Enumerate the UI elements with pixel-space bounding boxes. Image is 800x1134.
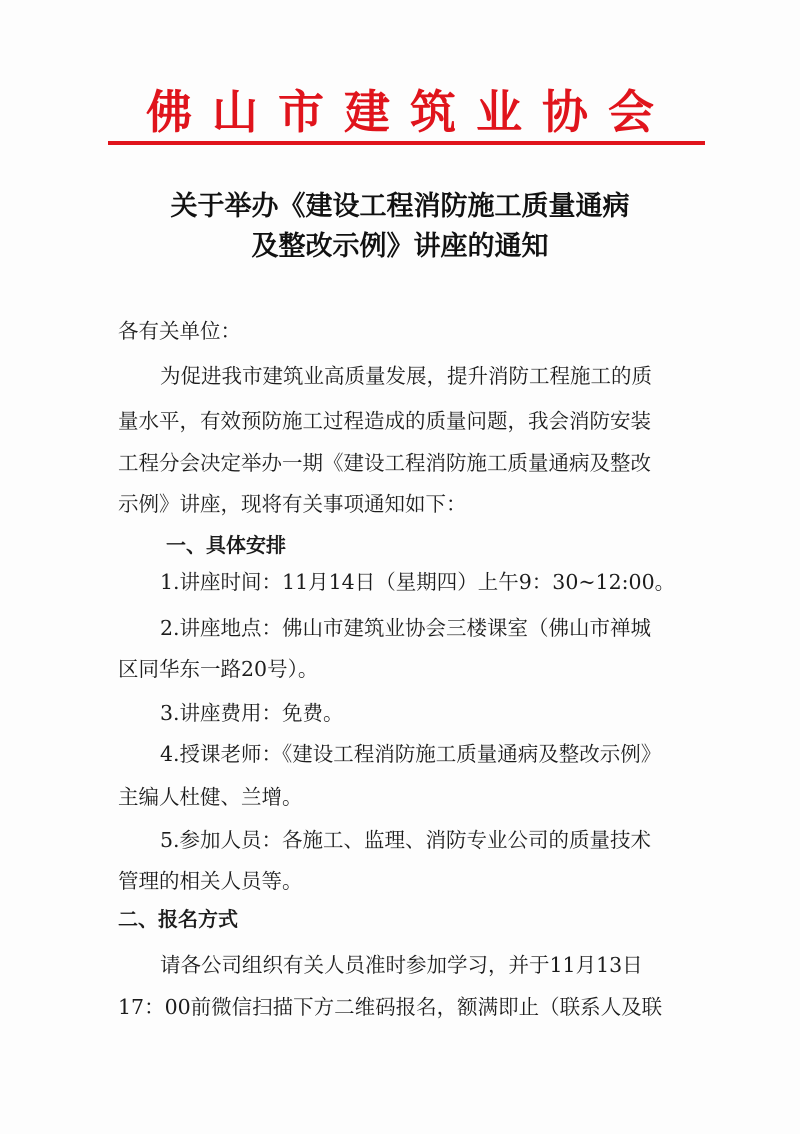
item-participants-cont: 管理的相关人员等。	[118, 869, 303, 893]
intro-line-1: 为促进我市建筑业高质量发展，提升消防工程施工的质	[160, 364, 652, 388]
letterhead-org-name: 佛山市建筑业协会	[146, 85, 674, 139]
registration-line-1: 请各公司组织有关人员准时参加学习，并于11月13日	[160, 953, 643, 977]
section-1-heading: 一、具体安排	[166, 533, 286, 557]
letterhead-red-rule	[108, 141, 705, 145]
intro-line-4: 示例》讲座，现将有关事项通知如下：	[118, 492, 467, 516]
salutation: 各有关单位：	[118, 319, 241, 343]
item-location: 2.讲座地点：佛山市建筑业协会三楼课室（佛山市禅城	[160, 616, 652, 640]
item-time: 1.讲座时间：11月14日（星期四）上午9：30~12:00。	[160, 570, 676, 594]
section-2-heading: 二、报名方式	[118, 907, 238, 931]
item-lecturer-cont: 主编人杜健、兰增。	[118, 785, 303, 809]
registration-line-2: 17：00前微信扫描下方二维码报名，额满即止（联系人及联	[118, 995, 663, 1019]
item-lecturer: 4.授课老师：《建设工程消防施工质量通病及整改示例》	[160, 742, 662, 766]
document-title-line-2: 及整改示例》讲座的通知	[251, 231, 549, 262]
intro-line-3: 工程分会决定举办一期《建设工程消防施工质量通病及整改	[118, 451, 651, 475]
document-title-line-1: 关于举办《建设工程消防施工质量通病	[170, 191, 630, 222]
item-fee: 3.讲座费用：免费。	[160, 701, 344, 725]
item-participants: 5.参加人员：各施工、监理、消防专业公司的质量技术	[160, 828, 652, 852]
intro-line-2: 量水平，有效预防施工过程造成的质量问题，我会消防安装	[118, 409, 651, 433]
item-location-cont: 区同华东一路20号）。	[118, 657, 319, 681]
